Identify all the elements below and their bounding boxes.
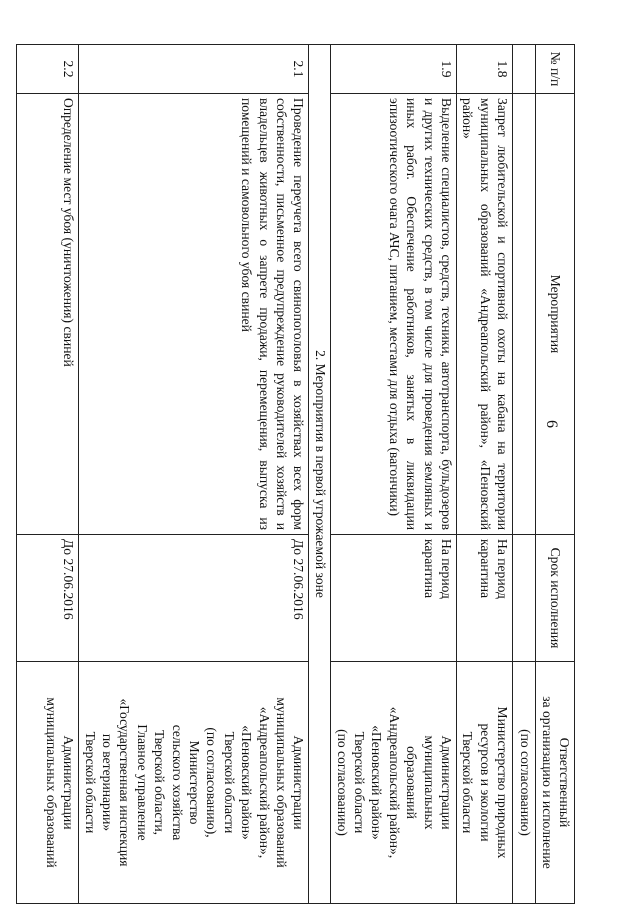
row-responsible-line: «Андреапольский район», — [256, 706, 272, 859]
row-responsible-line: Тверской области, — [152, 729, 168, 836]
row-responsible-line: Тверской области — [352, 731, 368, 834]
table-header-row — [536, 45, 575, 904]
row-term: До 27.06.2016 — [17, 535, 79, 662]
header-activity: Мероприятия — [536, 94, 575, 535]
row-responsible-line: (по согласованию) — [334, 729, 350, 836]
row-responsible-line: Министерство — [186, 740, 202, 825]
table-body-part1 — [331, 45, 513, 904]
row-num: 2.1 — [79, 45, 309, 94]
row-responsible-line: (по согласованию), — [204, 727, 220, 838]
row-responsible-line: Тверской области — [82, 731, 98, 834]
row-num: 1.8 — [457, 45, 513, 94]
row-responsible-line: «Государственная инспекция — [117, 698, 133, 867]
section-row — [309, 45, 331, 904]
continued-row — [513, 45, 536, 904]
row-responsible-line: Администрации — [291, 735, 307, 830]
row-responsible-line: по ветеринарии» — [100, 733, 116, 832]
row-activity: Определение мест убоя (уничтожения) свиней — [17, 94, 79, 535]
table-row — [331, 45, 457, 904]
row-responsible-line: образований — [404, 746, 420, 819]
measures-table — [16, 44, 575, 904]
row-activity: Проведение переучета всего свинопоголовья в хозяйствах всех форм собственности, письменное предупреждение руководителей хозяйств и владельцев животных о запрете продажи, перемещения, выпуска из помещений и самовольного убоя свиней — [79, 94, 309, 535]
header-responsible-line: за организацию и исполнение — [539, 696, 555, 869]
row-responsible-line: муниципальных образований — [273, 697, 289, 868]
continued-responsible: (по согласованию) — [513, 662, 536, 904]
table-body-part2 — [17, 45, 309, 904]
row-responsible-line: сельского хозяйства — [169, 724, 185, 841]
row-responsible-line: Главное управление — [134, 724, 150, 841]
row-activity: Выделение специалистов, средств, техники, автотранспорта, бульдозеров и других технических средств, в том числе для проведения земляных и иных работ. Обеспечение работников, занятых в ликвидации эпизоотического очага АЧС, питанием, местами для отдыха (вагончики) — [331, 94, 457, 535]
row-num: 1.9 — [331, 45, 457, 94]
row-responsible — [79, 662, 309, 904]
row-responsible — [17, 662, 79, 904]
row-term: На период карантина — [457, 535, 513, 662]
header-num: № п/п — [536, 45, 575, 94]
row-responsible-line: Администрации — [439, 735, 455, 830]
row-responsible-line: Тверской области — [221, 731, 237, 834]
row-responsible-line: «Пеновский район» — [369, 725, 385, 840]
row-responsible-line: Министерство природных — [495, 706, 511, 859]
row-responsible — [331, 662, 457, 904]
rotated-table-container — [43, 44, 575, 904]
page-number: 6 — [543, 420, 560, 428]
row-responsible-line: муниципальных — [421, 735, 437, 830]
table-row — [457, 45, 513, 904]
row-responsible-line: Администрации — [61, 735, 77, 830]
section-title: 2. Мероприятия в первой угрожаемой зоне — [309, 45, 331, 904]
row-responsible-line: ресурсов и экологии — [477, 723, 493, 842]
row-responsible-line: Тверской области — [460, 731, 476, 834]
row-responsible-line: «Пеновский район» — [239, 725, 255, 840]
header-responsible-line: Ответственный — [557, 737, 572, 828]
row-num: 2.2 — [17, 45, 79, 94]
row-responsible-line: муниципальных образований — [43, 697, 59, 868]
header-responsible — [536, 662, 575, 904]
header-term: Срок исполнения — [536, 535, 575, 662]
table-row — [79, 45, 309, 904]
row-responsible — [457, 662, 513, 904]
row-responsible-line: «Андреапольский район», — [386, 706, 402, 859]
row-term: На период карантина — [331, 535, 457, 662]
row-term: До 27.06.2016 — [79, 535, 309, 662]
row-activity: Запрет любительской и спортивной охоты на кабана на территории муниципальных образований «Андреапольский район», «Пеновский район» — [457, 94, 513, 535]
table-row — [17, 45, 79, 904]
